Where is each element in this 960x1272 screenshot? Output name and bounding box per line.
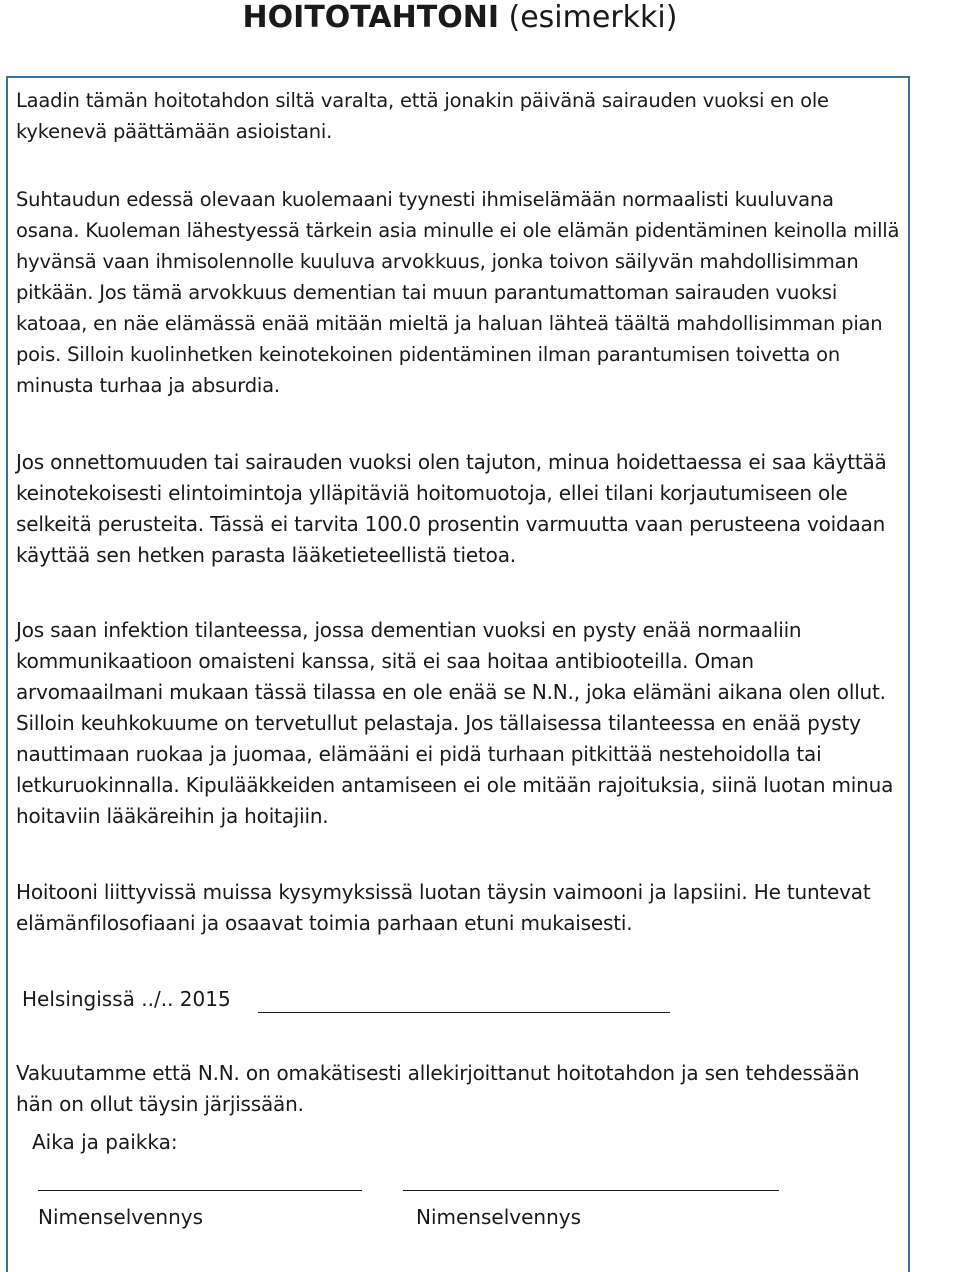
name-clarification-label-1: Nimenselvennys	[38, 1205, 204, 1229]
signature-line-witness-1[interactable]	[38, 1190, 362, 1191]
time-place-label: Aika ja paikka:	[32, 1130, 178, 1154]
paragraph-infection: Jos saan infektion tilanteessa, jossa dementian vuoksi en pysty enää normaaliin kommunikaatioon omaisteni kanssa, sitä ei saa hoitaa antibiooteilla. Oman arvomaailmani mukaan tässä tilassa en ole enää se N.N., joka elämäni aikana olen ollut. Silloin keuhkokuume on tervetullut pelastaja. Jos tällaisessa tilanteessa en enää pysty nauttimaan ruokaa ja juomaa, elämääni ei pidä turhaan pitkittää nestehoidolla tai letkuruokinnalla. Kipulääkkeiden antamiseen ei ole mitään rajoituksia, siinä luotan minua hoitaviin lääkäreihin ja hoitajiin.	[16, 618, 894, 828]
name-clarification-label-2: Nimenselvennys	[416, 1205, 582, 1229]
title-suffix: (esimerkki)	[498, 0, 678, 35]
paragraph-family: Hoitooni liittyvissä muissa kysymyksissä luotan täysin vaimooni ja lapsiini. He tuntevat elämänfilosofiaani ja osaavat toimia parhaan etuni mukaisesti.	[16, 880, 871, 935]
date-place-text: Helsingissä ../.. 2015	[22, 987, 231, 1011]
signature-line-author[interactable]	[258, 1012, 670, 1013]
paragraph-unconscious: Jos onnettomuuden tai sairauden vuoksi olen tajuton, minua hoidettaessa ei saa käyttää keinotekoisesti elintoimintoja ylläpitäviä hoitomuotoja, ellei tilani korjautumiseen ole selkeitä perusteita. Tässä ei tarvita 100.0 prosentin varmuutta vaan perusteena voidaan käyttää sen hetken parasta lääketieteellistä tietoa.	[16, 450, 887, 567]
paragraph-attitude: Suhtaudun edessä olevaan kuolemaani tyynesti ihmiselämään normaalisti kuuluvana osana. Kuoleman lähestyessä tärkein asia minulle ei ole elämän pidentäminen keinolla millä hyvänsä vaan ihmisolennolle kuuluva arvokkuus, jonka toivon säilyvän mahdollisimman pitkään. Jos tämä arvokkuus dementian tai muun parantumattoman sairauden vuoksi katoaa, en näe elämässä enää mitään mieltä ja haluan lähteä täältä mahdollisimman pian pois. Silloin kuolinhetken keinotekoinen pidentäminen ilman parantumisen toivetta on minusta turhaa ja absurdia.	[16, 188, 900, 397]
paragraph-intro: Laadin tämän hoitotahdon siltä varalta, että jonakin päivänä sairauden vuoksi en ole kykenevä päättämään asioistani.	[16, 89, 829, 143]
witness-statement: Vakuutamme että N.N. on omakätisesti allekirjoittanut hoitotahdon ja sen tehdessään hän on ollut täysin järjissään.	[16, 1061, 860, 1116]
title-main: HOITOTAHTONI	[242, 0, 499, 35]
document-title	[0, 0, 920, 38]
signature-line-witness-2[interactable]	[403, 1190, 779, 1191]
